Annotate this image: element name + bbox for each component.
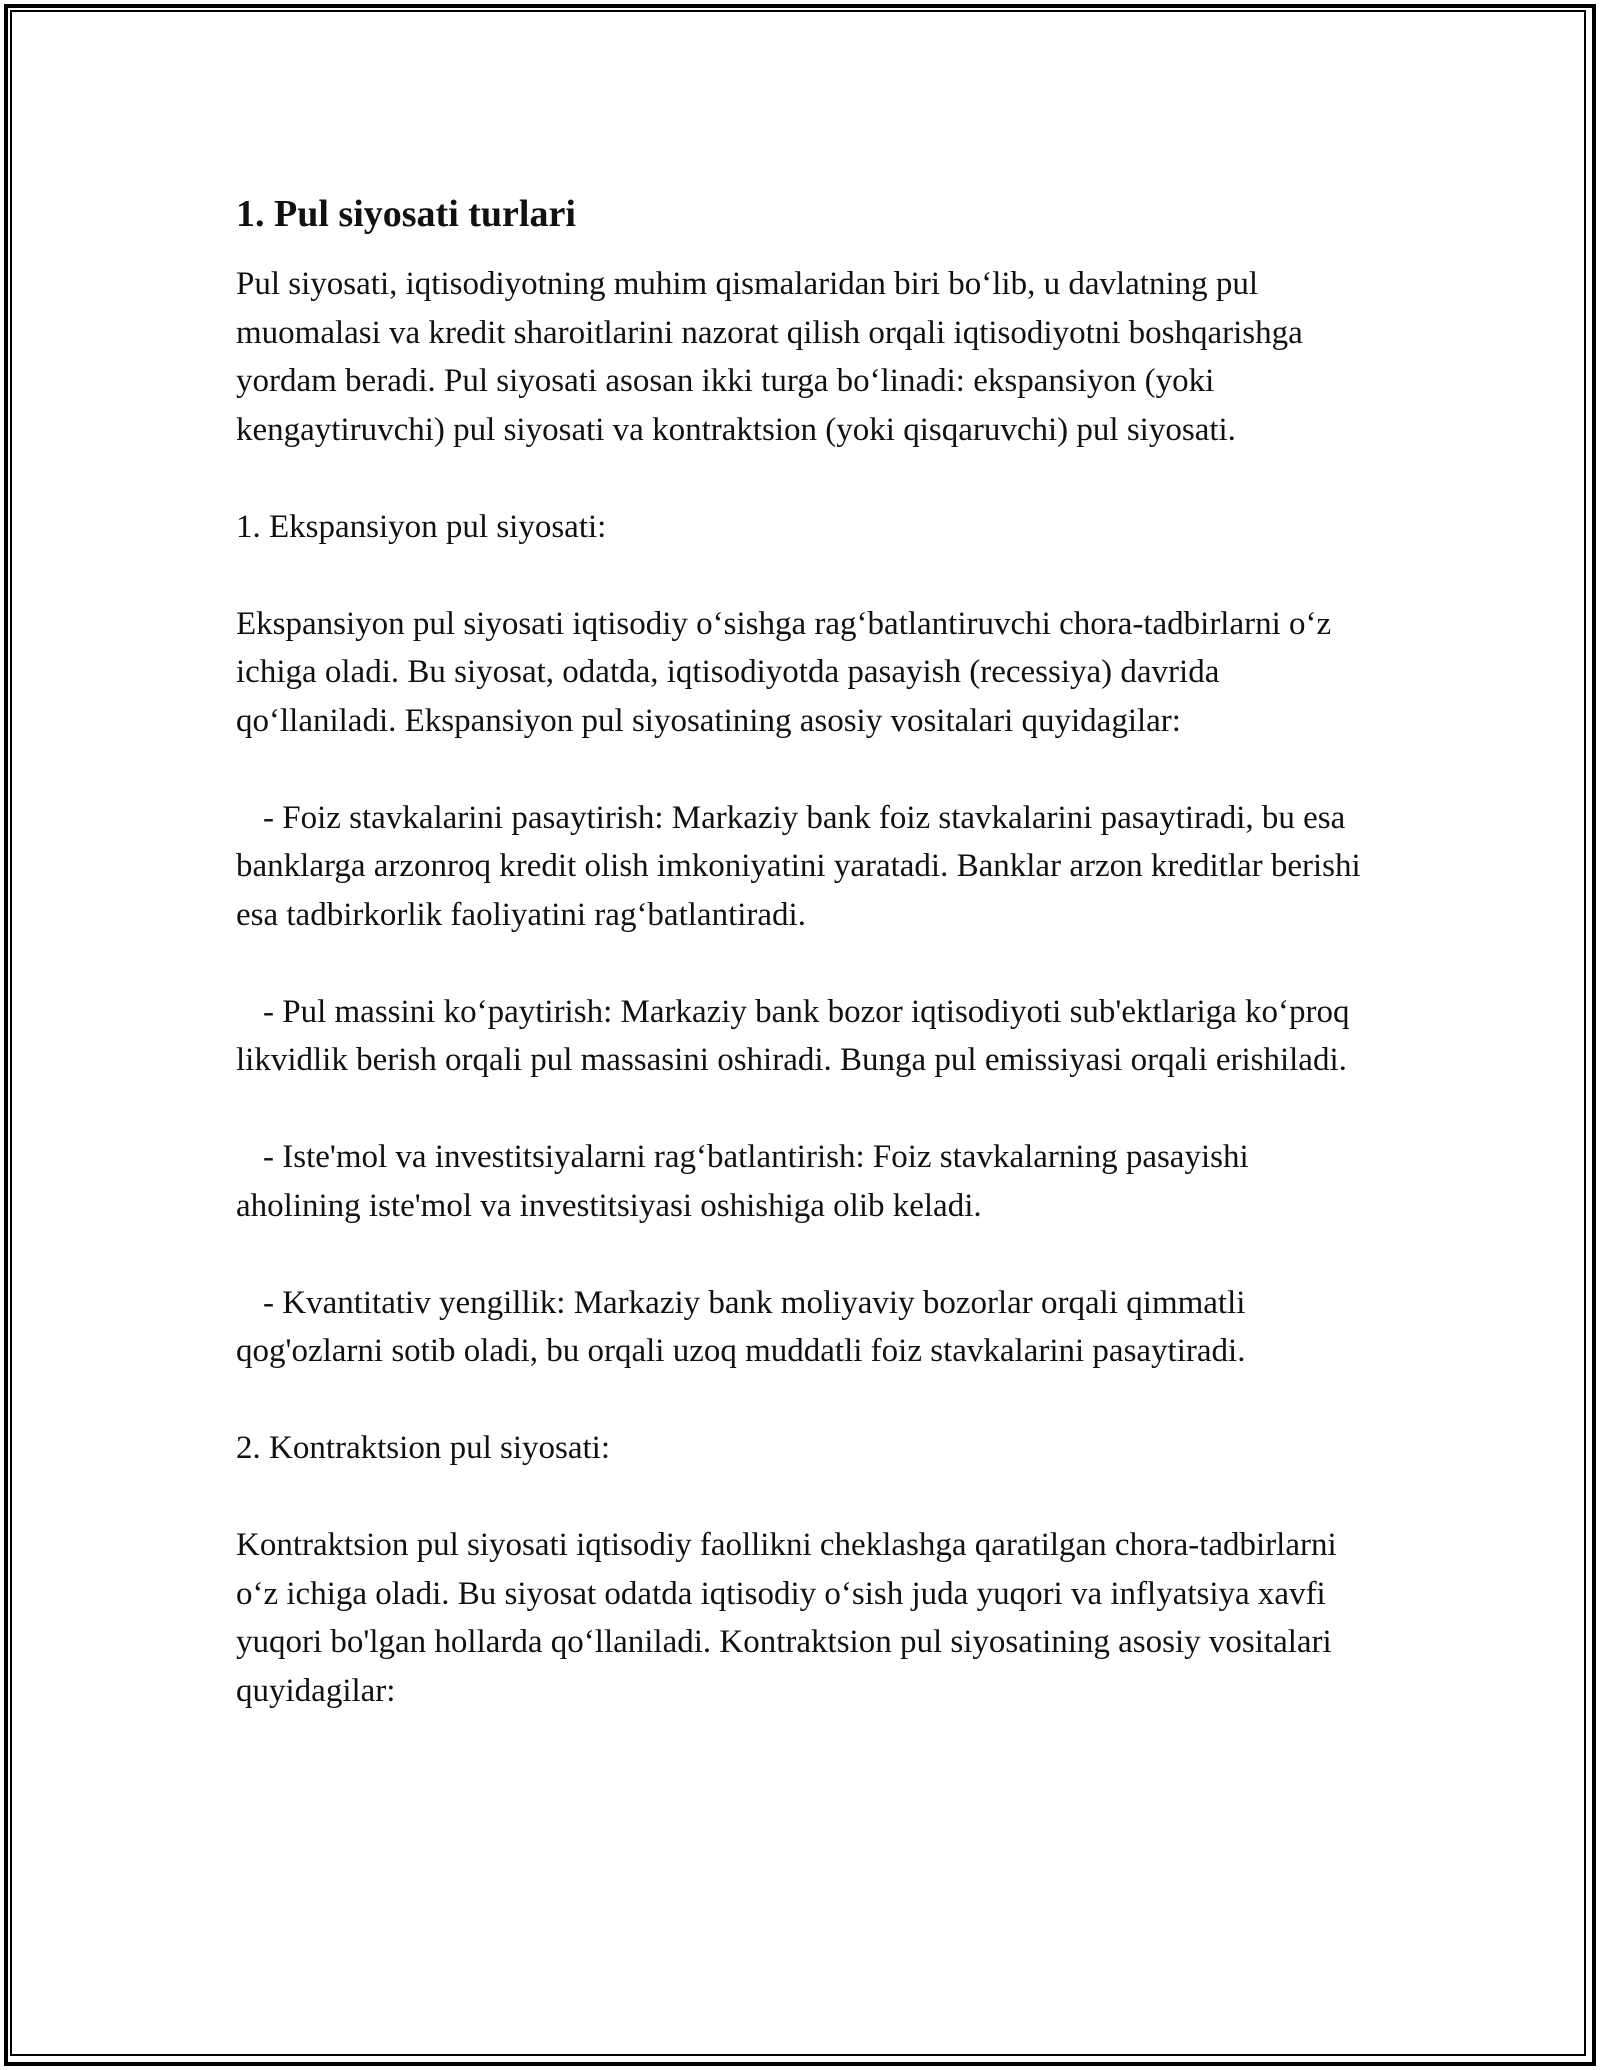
- bullet-item: - Pul massini ko‘paytirish: Markaziy bank bozor iqtisodiyoti sub'ektlariga ko‘proq likvidlik berish orqali pul massasini oshiradi. Bunga pul emissiyasi orqali erishiladi.: [236, 993, 1350, 1078]
- bullet-item: - Iste'mol va investitsiyalarni rag‘batlantirish: Foiz stavkalarning pasayishi aholining iste'mol va investitsiyasi oshishiga olib keladi.: [236, 1139, 1249, 1224]
- section-2-title: 2. Kontraktsion pul siyosati:: [236, 1430, 610, 1466]
- section-1-title: 1. Ekspansiyon pul siyosati:: [236, 508, 607, 545]
- document-heading: 1. Pul siyosati turlari: [236, 193, 576, 235]
- section-1-description: Ekspansiyon pul siyosati iqtisodiy o‘sishga rag‘batlantiruvchi chora-tadbirlarni o‘z ichiga oladi. Bu siyosat, odatda, iqtisodiyotda pasayish (recessiya) davrida qo‘llaniladi. Ekspansiyon pul siyosatining asosiy vositalari quyidagilar:: [236, 605, 1332, 739]
- section-2-description: Kontraktsion pul siyosati iqtisodiy faollikni cheklashga qaratilgan chora-tadbirlarni o‘z ichiga oladi. Bu siyosat odatda iqtisodiy o‘sish juda yuqori va inflyatsiya xavfi yuqori bo'lgan hollarda qo‘llaniladi. Kontraktsion pul siyosatining asosiy vositalari quyidagilar:: [236, 1527, 1337, 1709]
- bullet-item: - Foiz stavkalarini pasaytirish: Markaziy bank foiz stavkalarini pasaytiradi, bu esa banklarga arzonroq kredit olish imkoniyatini yaratadi. Banklar arzon kreditlar berishi esa tadbirkorlik faoliyatini rag‘batlantiradi.: [236, 799, 1361, 933]
- bullet-item: - Kvantitativ yengillik: Markaziy bank moliyaviy bozorlar orqali qimmatli qog'ozlarni sotib oladi, bu orqali uzoq muddatli foiz stavkalarini pasaytiradi.: [236, 1284, 1246, 1369]
- intro-paragraph: Pul siyosati, iqtisodiyotning muhim qismalaridan biri bo‘lib, u davlatning pul muomalasi va kredit sharoitlarini nazorat qilish orqali iqtisodiyotni boshqarishga yordam beradi. Pul siyosati asosan ikki turga bo‘linadi: ekspansiyon (yoki kengaytiruvchi) pul siyosati va kontraktsion (yoki qisqaruvchi) pul siyosati.: [236, 266, 1303, 448]
- document-page: [236, 188, 1376, 1764]
